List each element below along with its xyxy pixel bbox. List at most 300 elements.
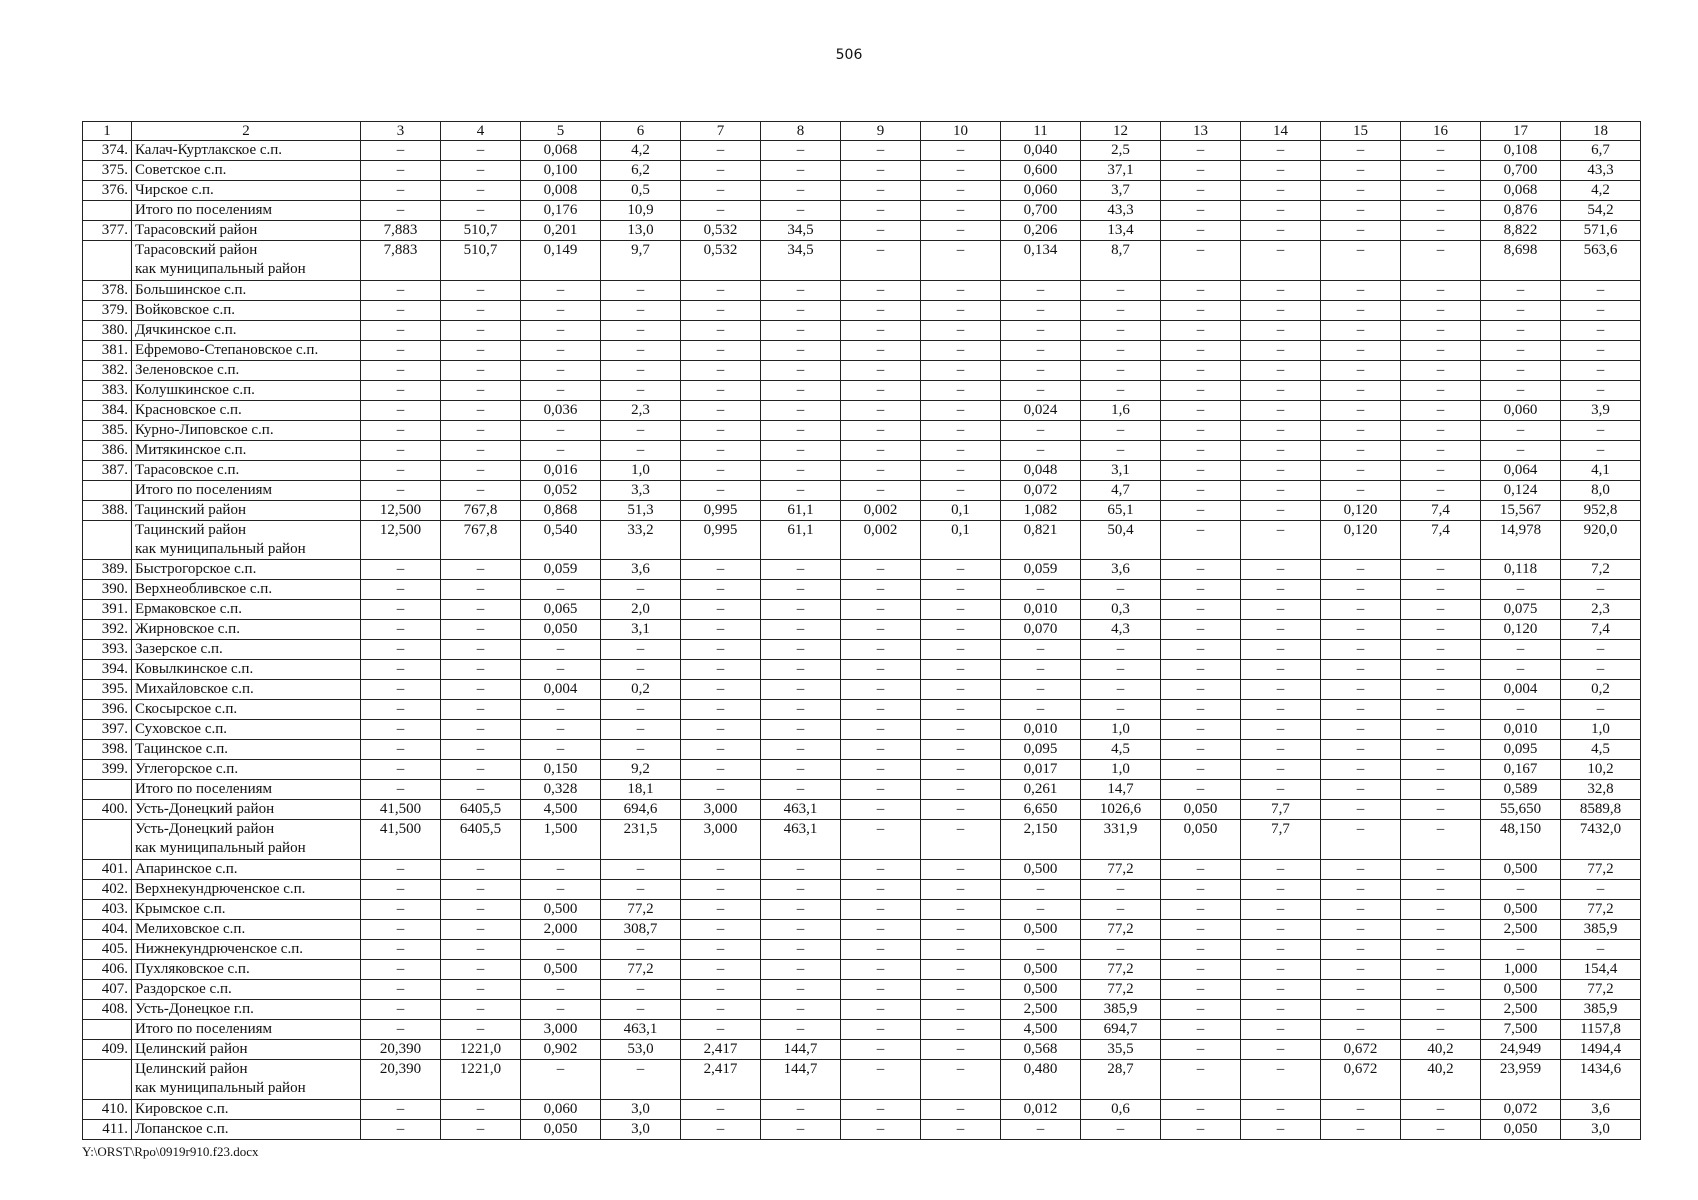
value-cell: – xyxy=(361,940,441,960)
value-cell: – xyxy=(1241,241,1321,281)
value-cell: 40,2 xyxy=(1401,1060,1481,1100)
value-cell: – xyxy=(921,960,1001,980)
value-cell: 2,000 xyxy=(521,920,601,940)
value-cell: – xyxy=(1241,280,1321,300)
value-cell: – xyxy=(1001,580,1081,600)
value-cell: 12,500 xyxy=(361,520,441,560)
value-cell: – xyxy=(1401,1020,1481,1040)
value-cell: – xyxy=(601,720,681,740)
value-cell: – xyxy=(1561,660,1641,680)
settlement-name: Усть-Донецкое г.п. xyxy=(132,1000,361,1020)
table-row xyxy=(83,600,1641,620)
settlement-name: Тарасовский район xyxy=(132,221,361,241)
value-cell: – xyxy=(1321,440,1401,460)
value-cell: – xyxy=(761,700,841,720)
value-cell: – xyxy=(1161,280,1241,300)
value-cell: – xyxy=(1321,380,1401,400)
value-cell: – xyxy=(1401,161,1481,181)
value-cell: – xyxy=(1401,1099,1481,1119)
value-cell: 920,0 xyxy=(1561,520,1641,560)
value-cell: – xyxy=(681,360,761,380)
value-cell: – xyxy=(681,1099,761,1119)
value-cell: 0,060 xyxy=(521,1099,601,1119)
value-cell: – xyxy=(1321,960,1401,980)
value-cell: – xyxy=(361,420,441,440)
value-cell: – xyxy=(841,380,921,400)
value-cell: 3,7 xyxy=(1081,181,1161,201)
settlement-name: Митякинское с.п. xyxy=(132,440,361,460)
column-header: 11 xyxy=(1001,122,1081,141)
column-header: 12 xyxy=(1081,122,1161,141)
value-cell: – xyxy=(841,440,921,460)
value-cell: – xyxy=(1161,340,1241,360)
row-number: 403. xyxy=(83,900,132,920)
value-cell: – xyxy=(921,480,1001,500)
value-cell: – xyxy=(841,800,921,820)
value-cell: 767,8 xyxy=(441,520,521,560)
value-cell: – xyxy=(361,340,441,360)
value-cell: 4,2 xyxy=(1561,181,1641,201)
value-cell: – xyxy=(1161,1060,1241,1100)
value-cell: – xyxy=(681,440,761,460)
value-cell: – xyxy=(1161,660,1241,680)
row-number: 392. xyxy=(83,620,132,640)
column-header: 15 xyxy=(1321,122,1401,141)
value-cell: – xyxy=(361,880,441,900)
value-cell: – xyxy=(921,860,1001,880)
column-header: 16 xyxy=(1401,122,1481,141)
value-cell: – xyxy=(441,560,521,580)
value-cell: – xyxy=(761,660,841,680)
row-number: 402. xyxy=(83,880,132,900)
value-cell: – xyxy=(1401,860,1481,880)
value-cell: 0,568 xyxy=(1001,1040,1081,1060)
value-cell: – xyxy=(841,720,921,740)
value-cell: – xyxy=(841,141,921,161)
column-header: 7 xyxy=(681,122,761,141)
value-cell: – xyxy=(681,141,761,161)
settlement-name: Зазерское с.п. xyxy=(132,640,361,660)
value-cell: – xyxy=(1241,740,1321,760)
value-cell: – xyxy=(361,400,441,420)
value-cell: – xyxy=(1161,880,1241,900)
value-cell: – xyxy=(761,760,841,780)
value-cell: – xyxy=(1241,700,1321,720)
settlement-name: Суховское с.п. xyxy=(132,720,361,740)
value-cell: 2,150 xyxy=(1001,820,1081,860)
value-cell: – xyxy=(1161,1000,1241,1020)
value-cell: – xyxy=(1321,241,1401,281)
value-cell: 0,036 xyxy=(521,400,601,420)
value-cell: – xyxy=(761,161,841,181)
value-cell: 7,883 xyxy=(361,221,441,241)
value-cell: 53,0 xyxy=(601,1040,681,1060)
value-cell: 15,567 xyxy=(1481,500,1561,520)
value-cell: – xyxy=(681,660,761,680)
value-cell: – xyxy=(1241,440,1321,460)
value-cell: 4,3 xyxy=(1081,620,1161,640)
column-header: 10 xyxy=(921,122,1001,141)
value-cell: 0,600 xyxy=(1001,161,1081,181)
value-cell: 3,000 xyxy=(681,820,761,860)
value-cell: 385,9 xyxy=(1081,1000,1161,1020)
value-cell: 7,500 xyxy=(1481,1020,1561,1040)
value-cell: – xyxy=(361,480,441,500)
table-row xyxy=(83,460,1641,480)
value-cell: – xyxy=(1401,620,1481,640)
value-cell: 3,1 xyxy=(1081,460,1161,480)
value-cell: 154,4 xyxy=(1561,960,1641,980)
value-cell: 0,120 xyxy=(1321,500,1401,520)
value-cell: – xyxy=(921,620,1001,640)
data-table xyxy=(82,121,1641,1140)
value-cell: 0,500 xyxy=(521,960,601,980)
value-cell: – xyxy=(1401,300,1481,320)
settlement-name: Красновское с.п. xyxy=(132,400,361,420)
row-number: 388. xyxy=(83,500,132,520)
value-cell: – xyxy=(1161,1020,1241,1040)
value-cell: – xyxy=(761,980,841,1000)
value-cell: – xyxy=(1401,560,1481,580)
value-cell: – xyxy=(1161,560,1241,580)
value-cell: – xyxy=(361,560,441,580)
settlement-name: Зеленовское с.п. xyxy=(132,360,361,380)
settlement-name: Ефремово-Степановское с.п. xyxy=(132,340,361,360)
value-cell: 34,5 xyxy=(761,221,841,241)
value-cell: – xyxy=(921,360,1001,380)
value-cell: 0,075 xyxy=(1481,600,1561,620)
row-number xyxy=(83,1020,132,1040)
value-cell: – xyxy=(1241,600,1321,620)
row-number: 385. xyxy=(83,420,132,440)
value-cell: – xyxy=(521,300,601,320)
value-cell: – xyxy=(441,1000,521,1020)
value-cell: – xyxy=(1241,161,1321,181)
row-number: 387. xyxy=(83,460,132,480)
value-cell: 0,017 xyxy=(1001,760,1081,780)
value-cell: – xyxy=(1241,900,1321,920)
value-cell: 3,1 xyxy=(601,620,681,640)
settlement-name: Ковылкинское с.п. xyxy=(132,660,361,680)
value-cell: – xyxy=(1081,380,1161,400)
value-cell: – xyxy=(841,920,921,940)
value-cell: – xyxy=(761,1119,841,1139)
value-cell: – xyxy=(921,940,1001,960)
row-number: 406. xyxy=(83,960,132,980)
value-cell: – xyxy=(1561,440,1641,460)
value-cell: – xyxy=(1161,420,1241,440)
value-cell: 0,500 xyxy=(1001,980,1081,1000)
value-cell: – xyxy=(521,880,601,900)
value-cell: – xyxy=(761,920,841,940)
row-number xyxy=(83,241,132,281)
value-cell: – xyxy=(681,740,761,760)
value-cell: 0,500 xyxy=(1481,900,1561,920)
table-body xyxy=(83,122,1641,1140)
value-cell: – xyxy=(521,720,601,740)
value-cell: – xyxy=(921,880,1001,900)
value-cell: – xyxy=(1401,740,1481,760)
value-cell: 1,500 xyxy=(521,820,601,860)
value-cell: – xyxy=(361,700,441,720)
table-row xyxy=(83,440,1641,460)
value-cell: – xyxy=(1161,680,1241,700)
value-cell: – xyxy=(681,960,761,980)
value-cell: – xyxy=(441,920,521,940)
value-cell: – xyxy=(521,640,601,660)
value-cell: – xyxy=(841,360,921,380)
value-cell: 0,995 xyxy=(681,500,761,520)
value-cell: – xyxy=(361,960,441,980)
value-cell: – xyxy=(761,420,841,440)
value-cell: 0,261 xyxy=(1001,780,1081,800)
value-cell: – xyxy=(681,560,761,580)
row-number: 398. xyxy=(83,740,132,760)
footer-file-path: Y:\ORST\Rpo\0919r910.f23.docx xyxy=(82,1144,259,1159)
value-cell: – xyxy=(921,820,1001,860)
table-row xyxy=(83,400,1641,420)
value-cell: 77,2 xyxy=(1561,980,1641,1000)
value-cell: – xyxy=(1161,300,1241,320)
value-cell: – xyxy=(441,201,521,221)
value-cell: – xyxy=(601,660,681,680)
value-cell: – xyxy=(521,420,601,440)
value-cell: – xyxy=(1241,880,1321,900)
value-cell: 24,949 xyxy=(1481,1040,1561,1060)
value-cell: – xyxy=(1161,700,1241,720)
row-number: 409. xyxy=(83,1040,132,1060)
value-cell: – xyxy=(1161,720,1241,740)
table-header-row xyxy=(83,122,1641,141)
value-cell: – xyxy=(1321,1099,1401,1119)
value-cell: – xyxy=(1481,580,1561,600)
value-cell: 0,012 xyxy=(1001,1099,1081,1119)
value-cell: 0,108 xyxy=(1481,141,1561,161)
value-cell: – xyxy=(601,1060,681,1100)
value-cell: – xyxy=(1241,620,1321,640)
value-cell: – xyxy=(1321,221,1401,241)
value-cell: 6,650 xyxy=(1001,800,1081,820)
value-cell: – xyxy=(921,980,1001,1000)
value-cell: 2,5 xyxy=(1081,141,1161,161)
value-cell: – xyxy=(1321,780,1401,800)
value-cell: – xyxy=(681,700,761,720)
settlement-name: Целинский район xyxy=(132,1040,361,1060)
value-cell: – xyxy=(521,440,601,460)
value-cell: – xyxy=(361,600,441,620)
value-cell: – xyxy=(921,780,1001,800)
value-cell: – xyxy=(921,740,1001,760)
value-cell: 0,6 xyxy=(1081,1099,1161,1119)
value-cell: – xyxy=(921,241,1001,281)
table-row xyxy=(83,300,1641,320)
value-cell: – xyxy=(1161,1099,1241,1119)
value-cell: – xyxy=(921,440,1001,460)
value-cell: 8589,8 xyxy=(1561,800,1641,820)
value-cell: 0,064 xyxy=(1481,460,1561,480)
row-number: 395. xyxy=(83,680,132,700)
settlement-name: Дячкинское с.п. xyxy=(132,320,361,340)
value-cell: 2,3 xyxy=(1561,600,1641,620)
value-cell: – xyxy=(1321,800,1401,820)
row-number: 383. xyxy=(83,380,132,400)
value-cell: 0,821 xyxy=(1001,520,1081,560)
value-cell: – xyxy=(1241,1119,1321,1139)
value-cell: 0,700 xyxy=(1481,161,1561,181)
row-number: 400. xyxy=(83,800,132,820)
value-cell: – xyxy=(1241,940,1321,960)
value-cell: – xyxy=(1401,760,1481,780)
value-cell: 77,2 xyxy=(1561,860,1641,880)
value-cell: 0,070 xyxy=(1001,620,1081,640)
value-cell: 0,672 xyxy=(1321,1040,1401,1060)
value-cell: – xyxy=(761,680,841,700)
value-cell: 694,6 xyxy=(601,800,681,820)
table-row xyxy=(83,280,1641,300)
value-cell: 0,672 xyxy=(1321,1060,1401,1100)
value-cell: – xyxy=(361,680,441,700)
value-cell: 144,7 xyxy=(761,1060,841,1100)
value-cell: 0,500 xyxy=(1481,980,1561,1000)
value-cell: 0,134 xyxy=(1001,241,1081,281)
settlement-name: Усть-Донецкий район как муниципальный район xyxy=(132,820,361,860)
value-cell: – xyxy=(761,900,841,920)
value-cell: – xyxy=(1241,580,1321,600)
value-cell: – xyxy=(1241,1040,1321,1060)
value-cell: – xyxy=(921,320,1001,340)
value-cell: – xyxy=(1081,360,1161,380)
value-cell: – xyxy=(521,860,601,880)
value-cell: – xyxy=(1241,1099,1321,1119)
value-cell: – xyxy=(761,360,841,380)
value-cell: 308,7 xyxy=(601,920,681,940)
value-cell: 2,0 xyxy=(601,600,681,620)
value-cell: – xyxy=(601,320,681,340)
value-cell: – xyxy=(921,280,1001,300)
value-cell: 7,4 xyxy=(1561,620,1641,640)
table-row xyxy=(83,1119,1641,1139)
value-cell: – xyxy=(841,241,921,281)
value-cell: – xyxy=(921,300,1001,320)
value-cell: – xyxy=(361,460,441,480)
value-cell: – xyxy=(681,940,761,960)
value-cell: 0,065 xyxy=(521,600,601,620)
settlement-name: Пухляковское с.п. xyxy=(132,960,361,980)
column-header: 1 xyxy=(83,122,132,141)
value-cell: – xyxy=(1241,860,1321,880)
row-number: 399. xyxy=(83,760,132,780)
value-cell: – xyxy=(1161,480,1241,500)
settlement-name: Большинское с.п. xyxy=(132,280,361,300)
value-cell: – xyxy=(1161,221,1241,241)
value-cell: – xyxy=(1321,161,1401,181)
value-cell: – xyxy=(441,300,521,320)
value-cell: – xyxy=(1401,181,1481,201)
value-cell: 48,150 xyxy=(1481,820,1561,860)
value-cell: – xyxy=(1401,460,1481,480)
value-cell: – xyxy=(1321,600,1401,620)
value-cell: – xyxy=(1401,380,1481,400)
value-cell: 50,4 xyxy=(1081,520,1161,560)
value-cell: – xyxy=(841,700,921,720)
settlement-name: Тарасовское с.п. xyxy=(132,460,361,480)
value-cell: – xyxy=(441,780,521,800)
value-cell: – xyxy=(841,400,921,420)
value-cell: – xyxy=(1081,700,1161,720)
value-cell: – xyxy=(1081,440,1161,460)
value-cell: – xyxy=(361,760,441,780)
value-cell: 1221,0 xyxy=(441,1040,521,1060)
table-row xyxy=(83,660,1641,680)
value-cell: – xyxy=(521,380,601,400)
value-cell: 23,959 xyxy=(1481,1060,1561,1100)
value-cell: – xyxy=(841,980,921,1000)
value-cell: – xyxy=(841,460,921,480)
value-cell: – xyxy=(1241,380,1321,400)
value-cell: – xyxy=(921,181,1001,201)
value-cell: 0,059 xyxy=(521,560,601,580)
value-cell: – xyxy=(1241,500,1321,520)
value-cell: 40,2 xyxy=(1401,1040,1481,1060)
value-cell: – xyxy=(1561,940,1641,960)
value-cell: – xyxy=(1321,920,1401,940)
value-cell: – xyxy=(1001,660,1081,680)
table-row xyxy=(83,760,1641,780)
value-cell: 14,7 xyxy=(1081,780,1161,800)
value-cell: – xyxy=(921,1020,1001,1040)
value-cell: – xyxy=(441,360,521,380)
value-cell: 0,206 xyxy=(1001,221,1081,241)
value-cell: – xyxy=(361,740,441,760)
column-header: 6 xyxy=(601,122,681,141)
value-cell: – xyxy=(1001,440,1081,460)
column-header: 8 xyxy=(761,122,841,141)
value-cell: – xyxy=(761,580,841,600)
value-cell: – xyxy=(441,760,521,780)
value-cell: – xyxy=(1561,640,1641,660)
value-cell: – xyxy=(1401,980,1481,1000)
value-cell: – xyxy=(1561,340,1641,360)
value-cell: – xyxy=(841,1119,921,1139)
value-cell: – xyxy=(1241,340,1321,360)
table-row xyxy=(83,860,1641,880)
value-cell: – xyxy=(1161,161,1241,181)
row-number xyxy=(83,201,132,221)
value-cell: – xyxy=(1161,1040,1241,1060)
value-cell: – xyxy=(841,640,921,660)
row-number: 407. xyxy=(83,980,132,1000)
value-cell: – xyxy=(1241,920,1321,940)
value-cell: – xyxy=(441,440,521,460)
value-cell: – xyxy=(1241,1020,1321,1040)
value-cell: – xyxy=(681,161,761,181)
value-cell: 0,060 xyxy=(1001,181,1081,201)
table-row xyxy=(83,960,1641,980)
settlement-name: Итого по поселениям xyxy=(132,1020,361,1040)
row-number: 391. xyxy=(83,600,132,620)
value-cell: 13,4 xyxy=(1081,221,1161,241)
value-cell: 6405,5 xyxy=(441,820,521,860)
value-cell: – xyxy=(441,181,521,201)
value-cell: – xyxy=(841,780,921,800)
value-cell: – xyxy=(681,300,761,320)
value-cell: – xyxy=(761,640,841,660)
value-cell: – xyxy=(681,900,761,920)
value-cell: 0,5 xyxy=(601,181,681,201)
value-cell: – xyxy=(441,460,521,480)
value-cell: – xyxy=(841,320,921,340)
value-cell: 0,500 xyxy=(1001,920,1081,940)
